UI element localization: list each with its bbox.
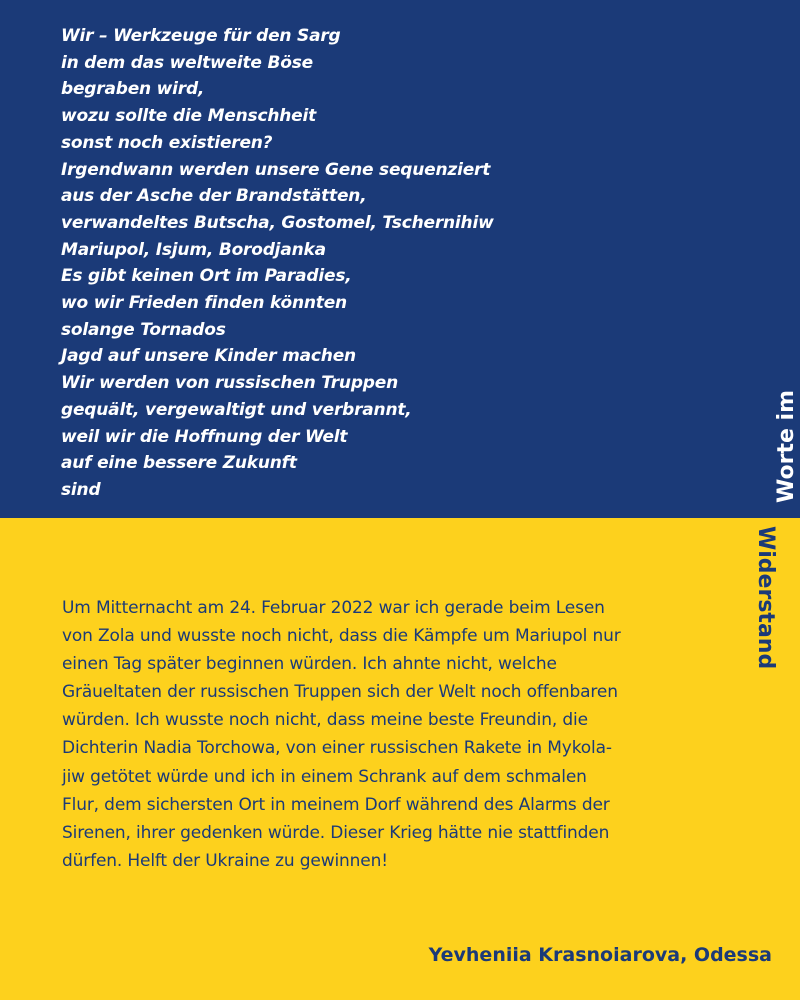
poem-line: Wir – Werkzeuge für den Sarg — [61, 26, 341, 46]
poem-line: in dem das weltweite Böse — [61, 52, 313, 73]
poem-line: sind — [61, 479, 101, 500]
poem-line: aus der Asche der Brandstätten, — [61, 186, 367, 207]
title-worte-im: Worte im — [774, 389, 799, 503]
poem-line: begraben wird, — [61, 79, 205, 100]
poem-line: solange Tornados — [61, 319, 226, 340]
prose-line: jiw getötet würde und ich in einem Schrank auf dem schmalen — [62, 766, 587, 787]
title-widerstand: Widerstand — [753, 526, 778, 670]
poem — [61, 23, 701, 504]
prose-line: würden. Ich wusste noch nicht, dass meine beste Freundin, die — [62, 710, 588, 731]
prose-line: Um Mitternacht am 24. Februar 2022 war ich gerade beim Lesen — [62, 598, 605, 618]
poem-line: gequält, vergewaltigt und verbrannt, — [61, 399, 412, 420]
poem-line: Mariupol, Isjum, Borodjanka — [61, 239, 326, 260]
prose-line: Dichterin Nadia Torchowa, von einer russischen Rakete in Mykola- — [62, 738, 612, 759]
prose-line: von Zola und wusste noch nicht, dass die Kämpfe um Mariupol nur — [62, 626, 621, 647]
poem-line: Jagd auf unsere Kinder machen — [61, 346, 356, 367]
poem-line: wozu sollte die Menschheit — [61, 106, 317, 127]
poem-line: sonst noch existieren? — [61, 132, 273, 153]
poem-line: Es gibt keinen Ort im Paradies, — [61, 266, 352, 287]
poem-line: verwandeltes Butscha, Gostomel, Tschernihiw — [61, 212, 494, 233]
prose-line: dürfen. Helft der Ukraine zu gewinnen! — [62, 850, 388, 871]
poem-line: auf eine bessere Zukunft — [61, 453, 297, 474]
prose-line: Sirenen, ihrer gedenken würde. Dieser Krieg hätte nie stattfinden — [62, 822, 610, 843]
poem-line: weil wir die Hoffnung der Welt — [61, 426, 348, 447]
prose-line: Gräueltaten der russischen Truppen sich der Welt noch offenbaren — [62, 682, 618, 703]
author-credit: Yevheniia Krasnoiarova, Odessa — [428, 944, 772, 966]
prose-line: Flur, dem sichersten Ort in meinem Dorf während des Alarms der — [62, 794, 610, 815]
prose-line: einen Tag später beginnen würden. Ich ahnte nicht, welche — [62, 654, 557, 675]
prose-paragraph — [62, 594, 722, 875]
poem-line: Irgendwann werden unsere Gene sequenziert — [61, 159, 491, 180]
poem-line: wo wir Frieden finden könnten — [61, 293, 347, 314]
poem-line: Wir werden von russischen Truppen — [61, 373, 398, 394]
